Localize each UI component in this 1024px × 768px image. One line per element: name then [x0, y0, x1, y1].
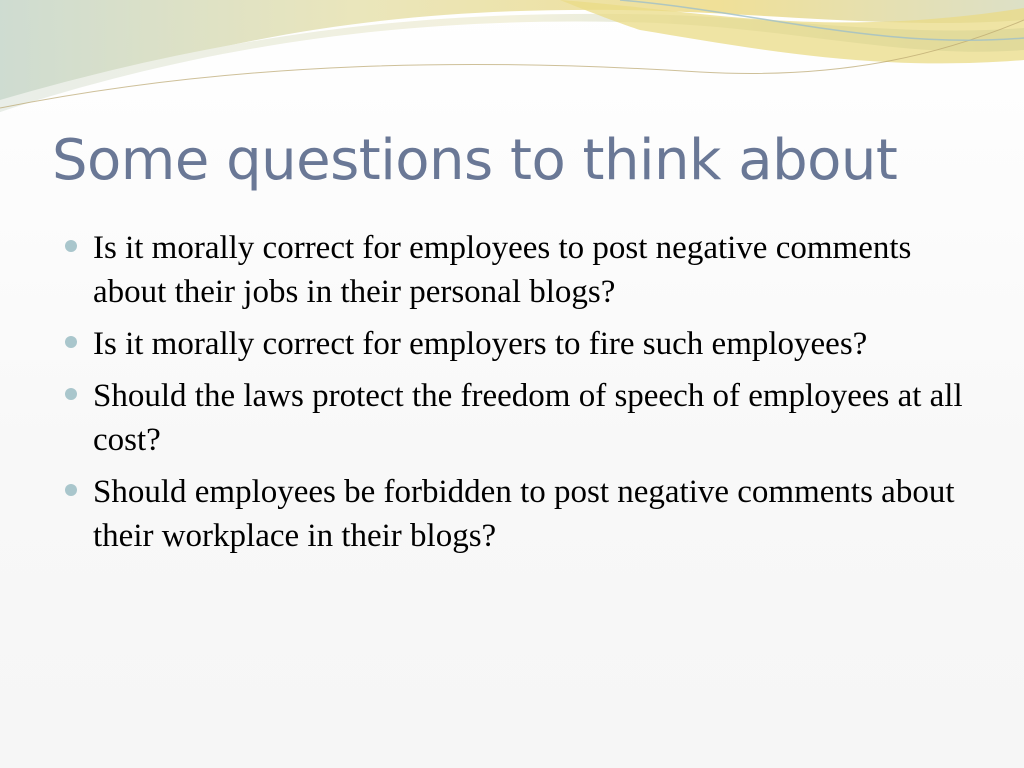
bullet-item: [64, 470, 964, 558]
bullet-text: Is it morally correct for employees to post negative comments about their jobs in their personal blogs?: [93, 230, 912, 310]
decorative-wave-header: [0, 0, 1024, 130]
bullet-dot-icon: [65, 388, 77, 400]
bullet-text: Should employees be forbidden to post negative comments about their workplace in their blogs?: [93, 474, 955, 554]
slide-title: Some questions to think about: [52, 128, 898, 193]
bullet-dot-icon: [65, 336, 77, 348]
bullet-text: Is it morally correct for employers to fire such employees?: [93, 326, 868, 362]
bullet-dot-icon: [65, 484, 77, 496]
bullet-list: [64, 226, 964, 566]
bullet-item: [64, 322, 964, 366]
bullet-dot-icon: [65, 240, 77, 252]
bullet-item: [64, 226, 964, 314]
bullet-text: Should the laws protect the freedom of speech of employees at all cost?: [93, 378, 963, 458]
bullet-item: [64, 374, 964, 462]
